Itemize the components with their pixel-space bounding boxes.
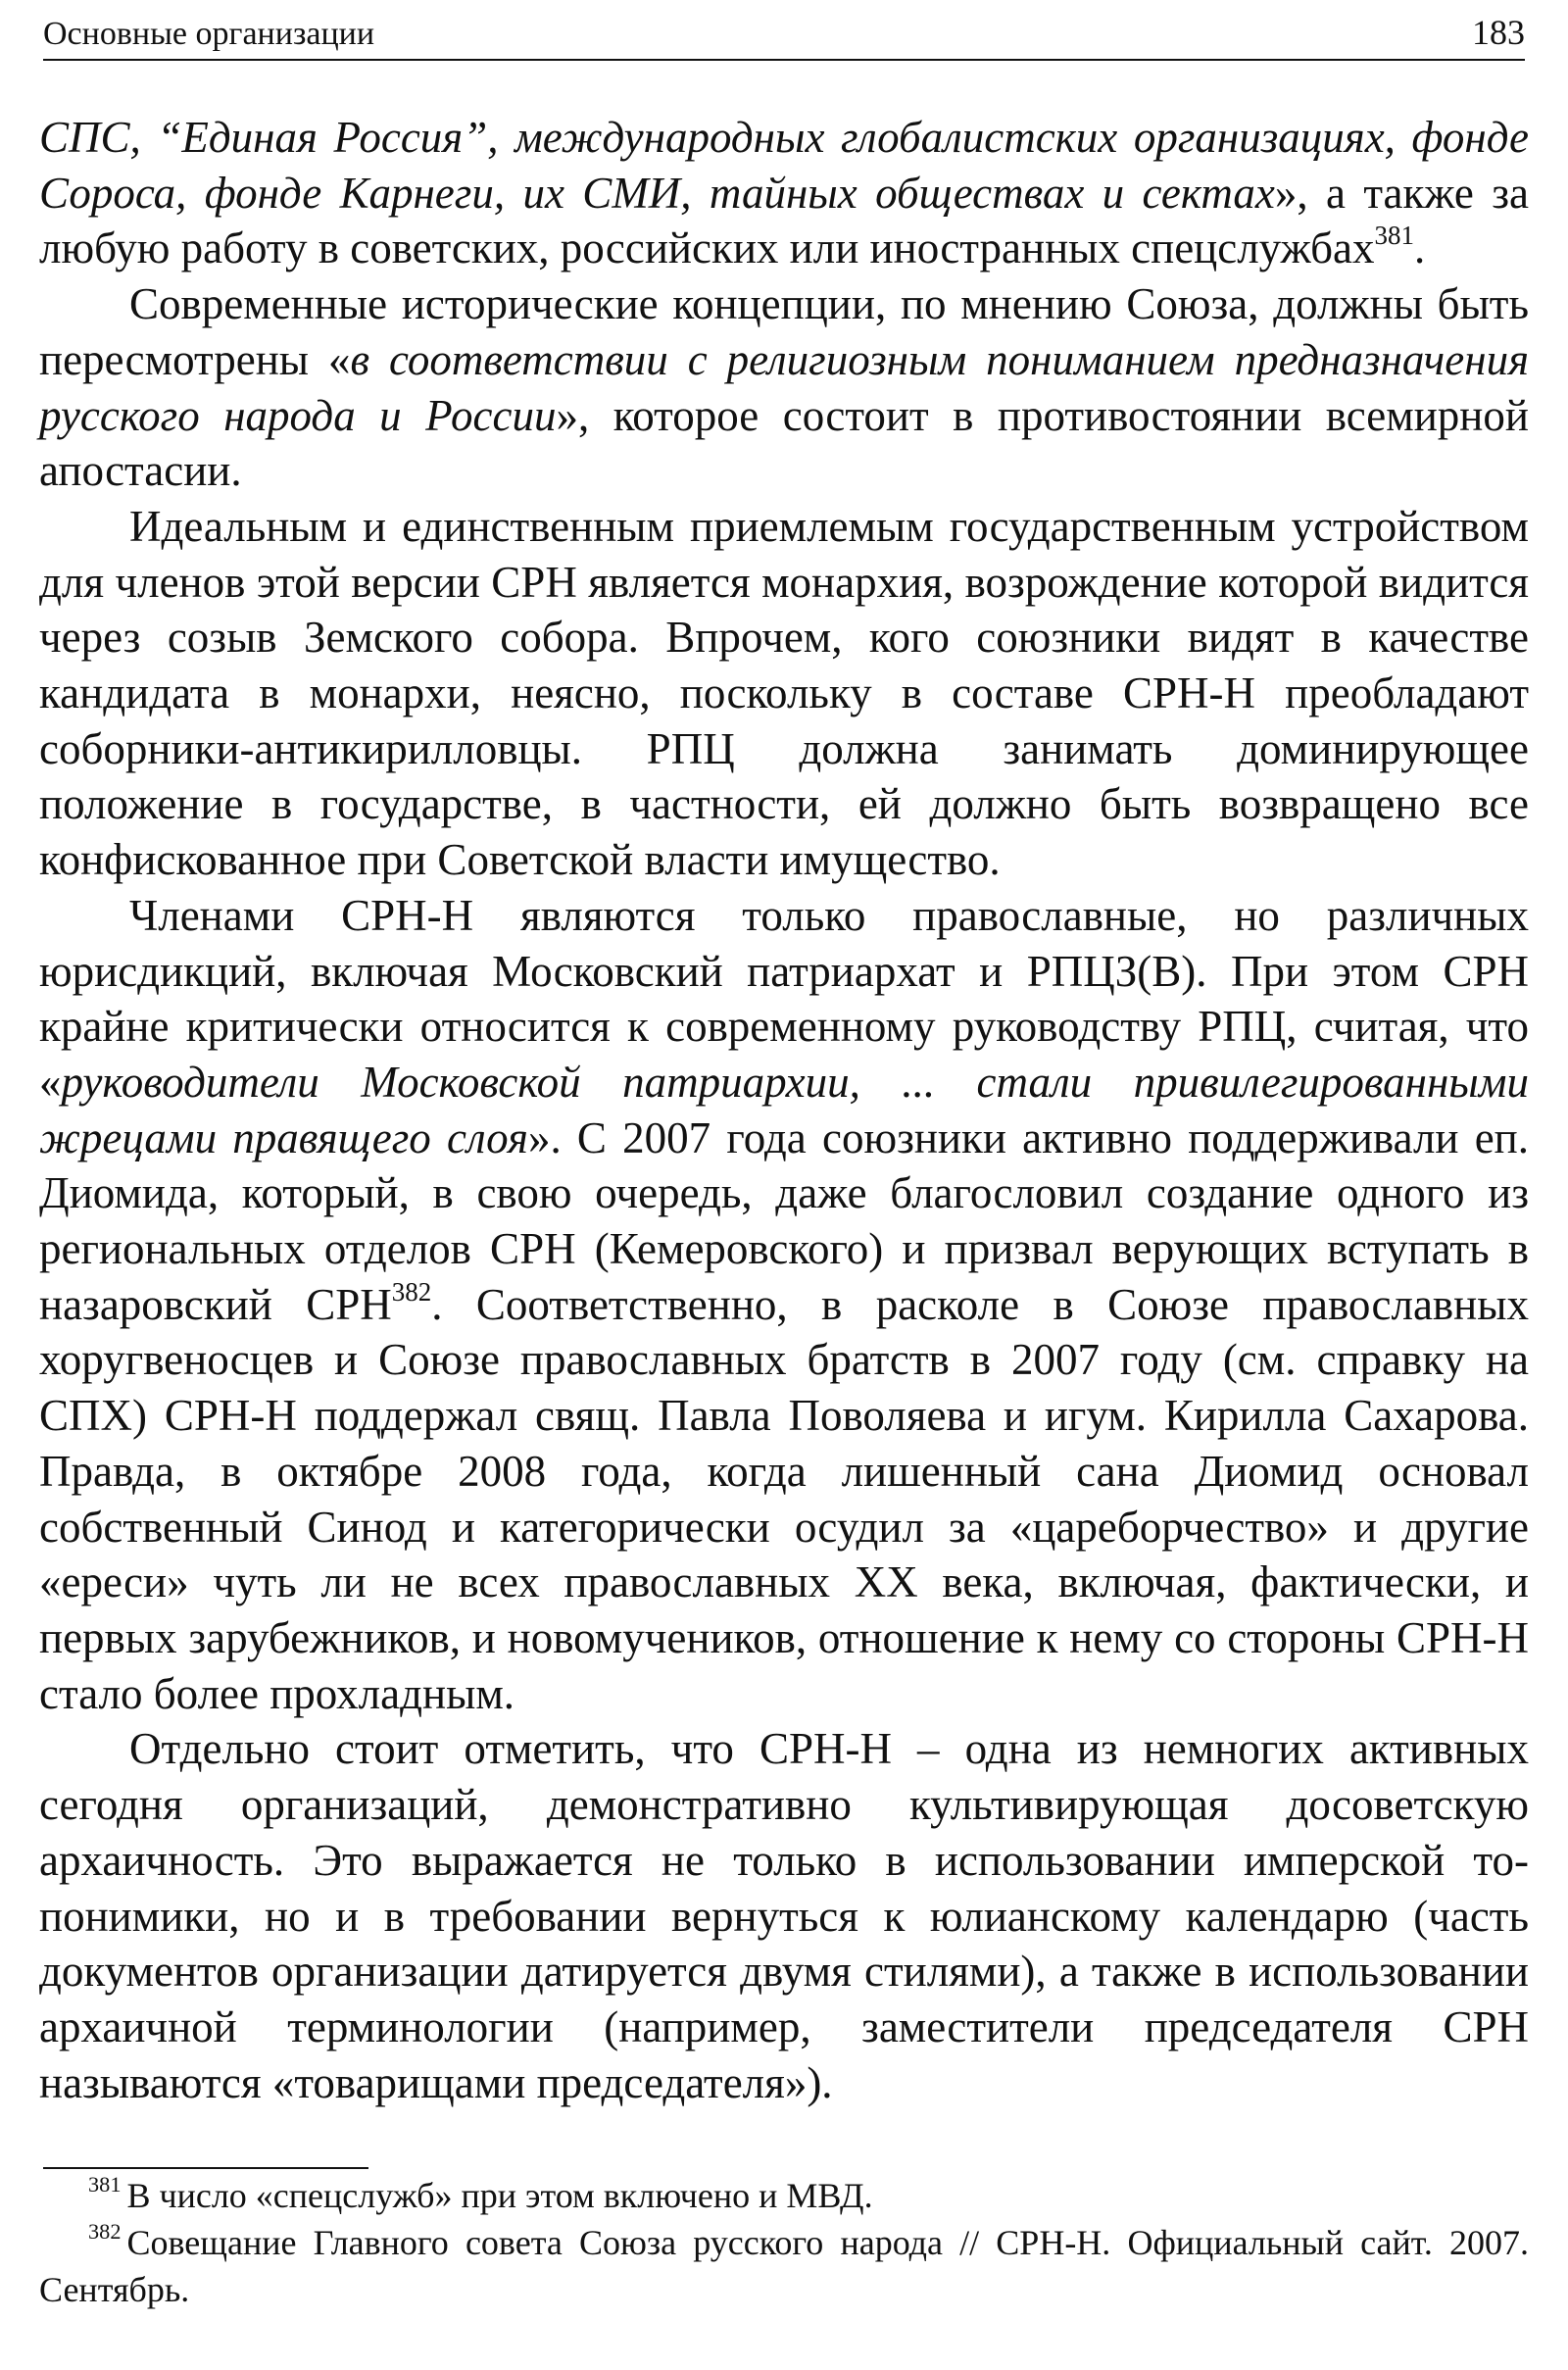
paragraph-text: Членами СРН-Н являются только православные, но различных юрисдикций, включая Московский патриархат и РПЦЗ(В). При этом СРН крайне критически относится к современному руководству РПЦ, считая, что « (39, 890, 1529, 1107)
paragraph-text: », которое состоит в противостоянии всемирной апостасии. (39, 390, 1529, 496)
footnote-382 (39, 2219, 1529, 2313)
quote-italic: СПС, “Единая Россия”, международных глобалистских организациях, фонде Сороса, фонде Карнеги, их СМИ, тайных обществах и сектах (39, 113, 1529, 218)
quote-italic: в соответствии с религиозным пониманием предназначения русского народа и России (39, 334, 1529, 440)
paragraph-1 (39, 110, 1529, 276)
footnote-number: 381 (88, 2172, 122, 2197)
paragraph-text: Отдельно стоит отметить, что СРН-Н – одна из немногих активных сегодня организаций, демонстративно культивирующая досоветскую архаичность. Это выражается не только в использовании имперской топонимики, но и в требовании вернуться к юлианскому календарю (часть документов организации датируется двумя стилями), а также в использовании архаичной терминологии (например, заместители председателя СРН называются «товарищами председателя»). (39, 1724, 1529, 2107)
footnote-381 (39, 2172, 1529, 2219)
footnote-ref-381[interactable]: 381 (1374, 221, 1414, 251)
paragraph-text: ». С 2007 года союзники активно поддерживали еп. Диомида, который, в свою очередь, даже благословил создание одного из региональных отделов СРН (Кемеровского) и призвал верующих вступать в назаровский СРН (39, 1112, 1529, 1329)
footnote-text: В число «спецслужб» при этом включено и МВД. (126, 2176, 873, 2215)
footnote-ref-382[interactable]: 382 (391, 1276, 432, 1307)
main-text (39, 110, 1529, 2110)
footnote-text: Совещание Главного совета Союза русского народа // СРН-Н. Официальный сайт. 2007. Сентябрь. (39, 2223, 1529, 2309)
page-number: 183 (1472, 13, 1525, 52)
quote-italic: руководители Московской патриархии, ... стали привилегированными жрецами правящего слоя (39, 1057, 1529, 1162)
paragraph-3 (39, 499, 1529, 888)
paragraph-text: Современные исторические концепции, по мнению Союза, должны быть пересмотрены « (39, 279, 1529, 384)
footnote-number: 382 (88, 2219, 122, 2245)
paragraph-text: . (1413, 223, 1426, 273)
paragraph-text: Идеальным и единственным приемлемым государственным устройством для членов этой версии СРН является монархия, возрождение которой видится через созыв Земского собора. Впрочем, кого союзники видят в качестве кандидата в монархи, неясно, поскольку в составе СРН-Н преобладают соборники-антикирилловцы. РПЦ должна занимать доминирующее положение в государстве, в частности, ей должно быть возвращено все конфискованное при Советской власти имущество. (39, 501, 1529, 885)
paragraph-text: . Соответственно, в расколе в Союзе православных хоругвеносцев и Союзе православных братств в 2007 году (см. справку на СПХ) СРН-Н поддержал свящ. Павла Поволяева и игум. Кирилла Сахарова. Правда, в октябре 2008 года, когда лишенный сана Диомид основал собственный Синод и категорически осудил за «цареборчество» и другие «ереси» чуть ли не всех православных XX века, включая, фактически, и первых зарубежников, и новомучеников, отношение к нему со стороны СРН-Н стало более прохладным. (39, 1279, 1529, 1718)
paragraph-5 (39, 1721, 1529, 2110)
paragraph-text: », а также за любую работу в советских, российских или иностранных спецслужбах (39, 168, 1529, 273)
paragraph-2 (39, 276, 1529, 499)
paragraph-4 (39, 888, 1529, 1722)
footnote-divider (43, 2167, 368, 2169)
running-header (43, 8, 1525, 61)
running-header-title: Основные организации (43, 16, 375, 52)
footnotes (39, 2172, 1529, 2313)
